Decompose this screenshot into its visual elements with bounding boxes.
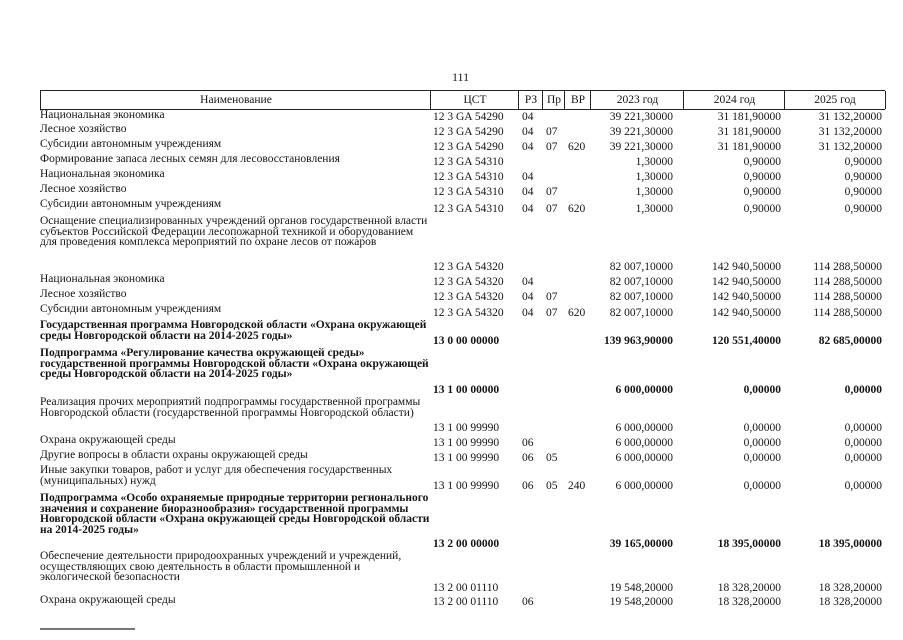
cell-pr: 07 [546,141,558,153]
table-row [40,551,885,595]
cell-name: Национальная экономика [40,273,165,285]
cell-v23: 6 000,00000 [615,480,673,492]
cell-rz: 04 [522,141,534,153]
cell-cst: 12 3 GA 54310 [433,203,504,215]
cell-rz: 06 [522,437,534,449]
cell-name: Лесное хозяйство [40,288,127,300]
cell-v24: 0,90000 [743,171,781,183]
cell-v25: 0,00000 [844,384,882,396]
cell-name: Подпрограмма «Особо охраняемые природные территории регионального значения и сохранение биоразнообразия» государственной программы Новгородской области «Охрана окружающей среды Новгородской области на 2014-2025 годы» [40,492,430,536]
cell-name: Субсидии автономным учреждениям [40,198,222,210]
cell-cst: 13 1 00 99990 [433,452,500,464]
cell-rz: 06 [522,596,534,608]
table-row [40,154,885,169]
cell-name: Охрана окружающей среды [40,434,176,446]
cell-v24: 0,00000 [743,422,781,434]
cell-v25: 0,90000 [844,203,882,215]
cell-vr: 620 [568,203,586,215]
table-row [40,465,885,493]
table-row [40,435,885,450]
cell-cst: 12 3 GA 54320 [433,291,504,303]
cell-v23: 1,30000 [635,186,673,198]
cell-cst: 12 3 GA 54290 [433,126,504,138]
cell-v25: 31 132,20000 [818,126,882,138]
cell-cst: 12 3 GA 54320 [433,261,504,273]
cell-v23: 19 548,20000 [609,596,673,608]
cell-cst: 13 2 00 01110 [433,582,499,594]
table-row [40,348,885,397]
table-row [40,320,885,348]
cell-v24: 18 328,20000 [717,596,781,608]
cell-v24: 0,00000 [743,437,781,449]
cell-name: Охрана окружающей среды [40,594,176,606]
cell-v23: 39 221,30000 [609,111,673,123]
cell-cst: 13 1 00 99990 [433,422,500,434]
cell-v23: 82 007,10000 [609,276,673,288]
table-row [40,199,885,216]
cell-name: Субсидии автономным учреждениям [40,303,222,315]
cell-name: Иные закупки товаров, работ и услуг для обеспечения государственных (муниципальных) нужд [40,464,393,487]
table-header [40,90,885,110]
header-2025: 2025 год [784,91,886,109]
cell-v23: 82 007,10000 [609,291,673,303]
cell-pr: 05 [546,480,558,492]
cell-v25: 114 288,50000 [813,291,882,303]
cell-pr: 07 [546,186,558,198]
cell-v24: 31 181,90000 [717,141,781,153]
cell-v23: 6 000,00000 [615,437,673,449]
cell-v23: 39 165,00000 [609,538,673,550]
cell-name: Национальная экономика [40,109,165,121]
cell-rz: 04 [522,186,534,198]
cell-v25: 0,90000 [844,156,882,168]
cell-name: Национальная экономика [40,168,165,180]
cell-rz: 04 [522,111,534,123]
table-row [40,216,885,274]
cell-v23: 1,30000 [635,156,673,168]
table-row [40,397,885,435]
cell-rz: 06 [522,452,534,464]
table-row [40,124,885,139]
cell-v25: 0,00000 [844,452,882,464]
cell-v25: 0,90000 [844,171,882,183]
cell-v24: 0,90000 [743,186,781,198]
table-row [40,289,885,304]
cell-v24: 142 940,50000 [712,291,781,303]
cell-v25: 18 328,20000 [818,596,882,608]
cell-v23: 1,30000 [635,203,673,215]
footer-divider [40,628,135,630]
cell-cst: 12 3 GA 54320 [433,307,504,319]
cell-cst: 13 0 00 00000 [433,335,500,347]
cell-rz: 04 [522,171,534,183]
cell-v23: 6 000,00000 [615,384,673,396]
cell-v25: 0,00000 [844,480,882,492]
table-row [40,595,885,609]
cell-pr: 07 [546,203,558,215]
header-rz: РЗ [518,91,543,109]
cell-cst: 13 1 00 00000 [433,384,500,396]
cell-v25: 114 288,50000 [813,276,882,288]
cell-name: Лесное хозяйство [40,183,127,195]
cell-v25: 0,00000 [844,422,882,434]
cell-v24: 0,00000 [743,452,781,464]
header-pr: Пр [542,91,565,109]
cell-name: Лесное хозяйство [40,123,127,135]
cell-cst: 12 3 GA 54310 [433,186,504,198]
cell-v24: 0,90000 [743,156,781,168]
cell-v25: 18 395,00000 [818,538,882,550]
cell-name: Формирование запаса лесных семян для лесовосстановления [40,153,340,165]
cell-name: Обеспечение деятельности природоохранных учреждений и учреждений, осуществляющих свою деятельность в области промышленной и экологической безопасности [40,550,402,583]
cell-cst: 13 2 00 00000 [433,538,500,550]
cell-rz: 04 [522,126,534,138]
cell-vr: 240 [568,480,586,492]
header-cst: ЦСТ [430,91,519,109]
cell-name: Другие вопросы в области охраны окружающей среды [40,449,308,461]
cell-vr: 620 [568,141,586,153]
cell-v25: 82 685,00000 [818,335,882,347]
cell-cst: 13 1 00 99990 [433,437,500,449]
budget-table [40,90,885,609]
cell-v25: 0,90000 [844,186,882,198]
cell-name: Государственная программа Новгородской области «Охрана окружающей среды Новгородской области на 2014-2025 годы» [40,319,427,342]
header-2024: 2024 год [683,91,785,109]
cell-v24: 0,90000 [743,203,781,215]
cell-v25: 114 288,50000 [813,307,882,319]
header-vr: ВР [564,91,591,109]
cell-cst: 12 3 GA 54320 [433,276,504,288]
cell-v25: 114 288,50000 [813,261,882,273]
cell-v25: 31 132,20000 [818,111,882,123]
table-row [40,110,885,124]
page-number: 111 [452,70,470,84]
cell-v24: 142 940,50000 [712,307,781,319]
table-row [40,169,885,184]
cell-name: Субсидии автономным учреждениям [40,138,222,150]
cell-v23: 139 963,90000 [604,335,673,347]
cell-name: Реализация прочих мероприятий подпрограммы государственной программы Новгородской области (государственной программы Новгородской области) [40,396,421,419]
cell-cst: 12 3 GA 54310 [433,171,504,183]
cell-rz: 04 [522,276,534,288]
table-body [40,110,885,609]
cell-v23: 6 000,00000 [615,452,673,464]
cell-cst: 12 3 GA 54290 [433,111,504,123]
cell-rz: 04 [522,291,534,303]
cell-v23: 39 221,30000 [609,126,673,138]
cell-v24: 142 940,50000 [712,276,781,288]
cell-v23: 6 000,00000 [615,422,673,434]
cell-cst: 12 3 GA 54310 [433,156,504,168]
cell-v25: 18 328,20000 [818,582,882,594]
cell-cst: 12 3 GA 54290 [433,141,504,153]
cell-v24: 0,00000 [743,480,781,492]
cell-v23: 82 007,10000 [609,261,673,273]
cell-v25: 0,00000 [844,437,882,449]
cell-v24: 18 395,00000 [717,538,781,550]
table-row [40,450,885,465]
cell-vr: 620 [568,307,586,319]
cell-cst: 13 2 00 01110 [433,596,499,608]
cell-v23: 19 548,20000 [609,582,673,594]
cell-v24: 31 181,90000 [717,111,781,123]
header-name: Наименование [40,91,431,109]
table-row [40,304,885,320]
cell-v23: 82 007,10000 [609,307,673,319]
table-row [40,274,885,289]
cell-v24: 0,00000 [743,384,781,396]
cell-name: Подпрограмма «Регулирование качества окружающей среды» государственной программы Новгородской области «Охрана окружающей среды Новгородской области на 2014-2025 годы» [40,347,429,380]
cell-rz: 06 [522,480,534,492]
cell-v23: 39 221,30000 [609,141,673,153]
cell-v25: 31 132,20000 [818,141,882,153]
cell-cst: 13 1 00 99990 [433,480,500,492]
cell-v24: 142 940,50000 [712,261,781,273]
table-row [40,184,885,199]
cell-name: Оснащение специализированных учреждений органов государственной власти субъектов Российской Федерации лесопожарной техникой и оборудованием для проведения комплекса мероприятий по охране лесов от пожаров [40,215,428,248]
cell-v24: 18 328,20000 [717,582,781,594]
cell-rz: 04 [522,203,534,215]
cell-v24: 31 181,90000 [717,126,781,138]
cell-rz: 04 [522,307,534,319]
table-row [40,493,885,551]
cell-pr: 07 [546,307,558,319]
cell-pr: 07 [546,126,558,138]
cell-pr: 05 [546,452,558,464]
header-2023: 2023 год [590,91,684,109]
cell-v24: 120 551,40000 [712,335,781,347]
cell-pr: 07 [546,291,558,303]
table-row [40,139,885,154]
cell-v23: 1,30000 [635,171,673,183]
